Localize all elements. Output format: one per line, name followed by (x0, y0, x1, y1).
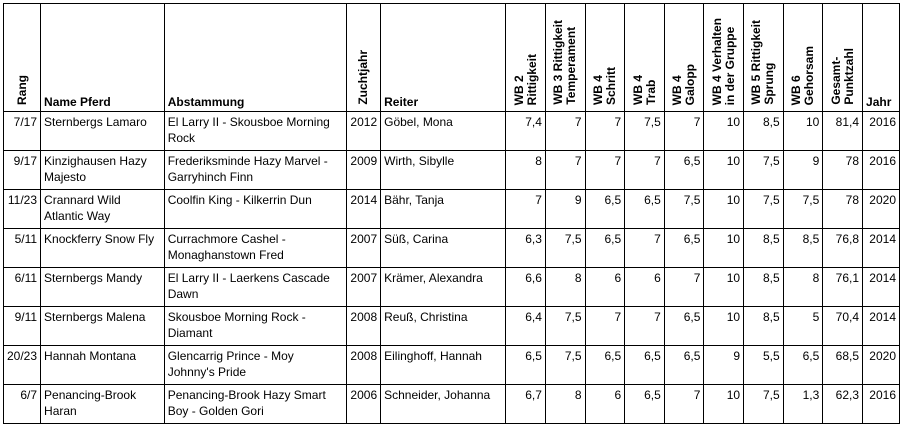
cell-rang: 6/11 (4, 268, 41, 307)
cell-reiter: Eilinghoff, Hannah (381, 346, 506, 385)
cell-name-pferd: Crannard Wild Atlantic Way (41, 190, 165, 229)
cell-jahr: 2016 (863, 385, 900, 424)
cell-wb4-galopp: 7,5 (664, 190, 704, 229)
cell-reiter: Bähr, Tanja (381, 190, 506, 229)
cell-zuchtjahr: 2009 (347, 151, 381, 190)
cell-wb6: 7,5 (783, 190, 823, 229)
table-row (4, 151, 900, 190)
cell-wb4-trab: 6 (625, 268, 665, 307)
cell-wb6: 5 (783, 307, 823, 346)
cell-zuchtjahr: 2012 (347, 112, 381, 151)
cell-wb2: 6,5 (506, 346, 546, 385)
cell-wb4-trab: 7 (625, 151, 665, 190)
cell-wb5: 5,5 (744, 346, 784, 385)
header-wb6: WB 6 Gehorsam (783, 4, 823, 112)
cell-jahr: 2020 (863, 346, 900, 385)
header-row (4, 4, 900, 112)
header-gesamt: Gesamt- Punktzahl (823, 4, 863, 112)
cell-gesamt: 78 (823, 151, 863, 190)
cell-wb4-schritt: 7 (585, 151, 625, 190)
cell-wb3: 7,5 (545, 307, 585, 346)
cell-wb4-galopp: 6,5 (664, 307, 704, 346)
cell-wb6: 1,3 (783, 385, 823, 424)
cell-wb4-verhalten: 9 (704, 346, 744, 385)
cell-wb4-trab: 7 (625, 229, 665, 268)
cell-wb4-galopp: 6,5 (664, 151, 704, 190)
table-row (4, 385, 900, 424)
cell-reiter: Schneider, Johanna (381, 385, 506, 424)
cell-rang: 11/23 (4, 190, 41, 229)
cell-wb5: 8,5 (744, 268, 784, 307)
cell-wb4-verhalten: 10 (704, 268, 744, 307)
cell-zuchtjahr: 2008 (347, 307, 381, 346)
cell-wb4-galopp: 6,5 (664, 229, 704, 268)
cell-wb4-galopp: 6,5 (664, 346, 704, 385)
cell-wb5: 7,5 (744, 385, 784, 424)
cell-wb3: 7,5 (545, 229, 585, 268)
cell-rang: 5/11 (4, 229, 41, 268)
cell-gesamt: 68,5 (823, 346, 863, 385)
header-abstammung: Abstammung (164, 4, 346, 112)
cell-wb6: 8,5 (783, 229, 823, 268)
cell-wb4-galopp: 7 (664, 112, 704, 151)
table-body (4, 112, 900, 424)
cell-name-pferd: Sternbergs Lamaro (41, 112, 165, 151)
cell-rang: 20/23 (4, 346, 41, 385)
cell-gesamt: 70,4 (823, 307, 863, 346)
cell-gesamt: 76,1 (823, 268, 863, 307)
cell-wb2: 8 (506, 151, 546, 190)
header-jahr: Jahr (863, 4, 900, 112)
cell-rang: 9/17 (4, 151, 41, 190)
cell-name-pferd: Sternbergs Malena (41, 307, 165, 346)
header-wb4-trab: WB 4 Trab (625, 4, 665, 112)
cell-jahr: 2014 (863, 307, 900, 346)
cell-wb4-schritt: 6 (585, 385, 625, 424)
cell-wb4-schritt: 6,5 (585, 346, 625, 385)
cell-reiter: Wirth, Sibylle (381, 151, 506, 190)
cell-wb4-schritt: 6,5 (585, 229, 625, 268)
header-wb5: WB 5 Rittigkeit Sprung (744, 4, 784, 112)
cell-abstammung: El Larry II - Laerkens Cascade Dawn (164, 268, 346, 307)
cell-abstammung: Coolfin King - Kilkerrin Dun (164, 190, 346, 229)
cell-reiter: Süß, Carina (381, 229, 506, 268)
cell-wb3: 7 (545, 151, 585, 190)
cell-reiter: Krämer, Alexandra (381, 268, 506, 307)
cell-wb4-trab: 6,5 (625, 385, 665, 424)
cell-wb4-verhalten: 10 (704, 229, 744, 268)
cell-wb5: 8,5 (744, 307, 784, 346)
cell-wb4-verhalten: 10 (704, 151, 744, 190)
cell-wb4-verhalten: 10 (704, 307, 744, 346)
header-zuchtjahr: Zuchtjahr (347, 4, 381, 112)
cell-name-pferd: Kinzighausen Hazy Majesto (41, 151, 165, 190)
cell-gesamt: 78 (823, 190, 863, 229)
header-wb4-galopp: WB 4 Galopp (664, 4, 704, 112)
cell-wb3: 7,5 (545, 346, 585, 385)
cell-abstammung: Penancing-Brook Hazy Smart Boy - Golden Gori (164, 385, 346, 424)
table-row (4, 346, 900, 385)
cell-wb4-verhalten: 10 (704, 112, 744, 151)
cell-rang: 7/17 (4, 112, 41, 151)
header-wb4-schritt: WB 4 Schritt (585, 4, 625, 112)
cell-jahr: 2020 (863, 190, 900, 229)
cell-zuchtjahr: 2008 (347, 346, 381, 385)
table-row (4, 307, 900, 346)
cell-wb5: 7,5 (744, 151, 784, 190)
cell-wb3: 7 (545, 112, 585, 151)
cell-zuchtjahr: 2007 (347, 229, 381, 268)
cell-abstammung: Glencarrig Prince - Moy Johnny's Pride (164, 346, 346, 385)
cell-wb6: 10 (783, 112, 823, 151)
cell-wb5: 8,5 (744, 229, 784, 268)
cell-jahr: 2014 (863, 268, 900, 307)
cell-wb4-verhalten: 10 (704, 385, 744, 424)
cell-wb6: 9 (783, 151, 823, 190)
cell-name-pferd: Knockferry Snow Fly (41, 229, 165, 268)
table-row (4, 190, 900, 229)
cell-wb4-trab: 7 (625, 307, 665, 346)
cell-wb3: 8 (545, 268, 585, 307)
cell-wb5: 8,5 (744, 112, 784, 151)
cell-wb2: 6,7 (506, 385, 546, 424)
cell-abstammung: Skousboe Morning Rock - Diamant (164, 307, 346, 346)
cell-wb2: 6,3 (506, 229, 546, 268)
cell-gesamt: 62,3 (823, 385, 863, 424)
cell-abstammung: Frederiksminde Hazy Marvel - Garryhinch Finn (164, 151, 346, 190)
table-row (4, 268, 900, 307)
cell-reiter: Reuß, Christina (381, 307, 506, 346)
table-row (4, 229, 900, 268)
cell-wb6: 8 (783, 268, 823, 307)
cell-wb4-schritt: 6,5 (585, 190, 625, 229)
results-table (3, 3, 900, 424)
cell-wb4-trab: 6,5 (625, 346, 665, 385)
cell-wb4-verhalten: 10 (704, 190, 744, 229)
cell-name-pferd: Penancing-Brook Haran (41, 385, 165, 424)
cell-jahr: 2016 (863, 112, 900, 151)
cell-wb4-trab: 6,5 (625, 190, 665, 229)
header-wb4-verhalten: WB 4 Verhalten in der Gruppe (704, 4, 744, 112)
cell-zuchtjahr: 2007 (347, 268, 381, 307)
cell-zuchtjahr: 2006 (347, 385, 381, 424)
cell-wb4-trab: 7,5 (625, 112, 665, 151)
cell-wb4-galopp: 7 (664, 268, 704, 307)
cell-abstammung: El Larry II - Skousboe Morning Rock (164, 112, 346, 151)
cell-wb3: 9 (545, 190, 585, 229)
cell-gesamt: 76,8 (823, 229, 863, 268)
cell-rang: 9/11 (4, 307, 41, 346)
cell-wb4-schritt: 7 (585, 307, 625, 346)
cell-wb3: 8 (545, 385, 585, 424)
cell-jahr: 2014 (863, 229, 900, 268)
header-wb2: WB 2 Rittigkeit (506, 4, 546, 112)
cell-reiter: Göbel, Mona (381, 112, 506, 151)
cell-name-pferd: Hannah Montana (41, 346, 165, 385)
cell-gesamt: 81,4 (823, 112, 863, 151)
cell-wb5: 7,5 (744, 190, 784, 229)
cell-wb2: 6,4 (506, 307, 546, 346)
cell-wb2: 7,4 (506, 112, 546, 151)
cell-wb4-galopp: 7 (664, 385, 704, 424)
header-rang: Rang (4, 4, 41, 112)
cell-jahr: 2016 (863, 151, 900, 190)
cell-name-pferd: Sternbergs Mandy (41, 268, 165, 307)
cell-wb2: 6,6 (506, 268, 546, 307)
cell-wb6: 6,5 (783, 346, 823, 385)
cell-wb4-schritt: 6 (585, 268, 625, 307)
header-reiter: Reiter (381, 4, 506, 112)
cell-wb2: 7 (506, 190, 546, 229)
cell-abstammung: Currachmore Cashel - Monaghanstown Fred (164, 229, 346, 268)
header-wb3: WB 3 Rittigkeit Temperament (545, 4, 585, 112)
cell-zuchtjahr: 2014 (347, 190, 381, 229)
cell-rang: 6/7 (4, 385, 41, 424)
table-row (4, 112, 900, 151)
cell-wb4-schritt: 7 (585, 112, 625, 151)
header-name-pferd: Name Pferd (41, 4, 165, 112)
